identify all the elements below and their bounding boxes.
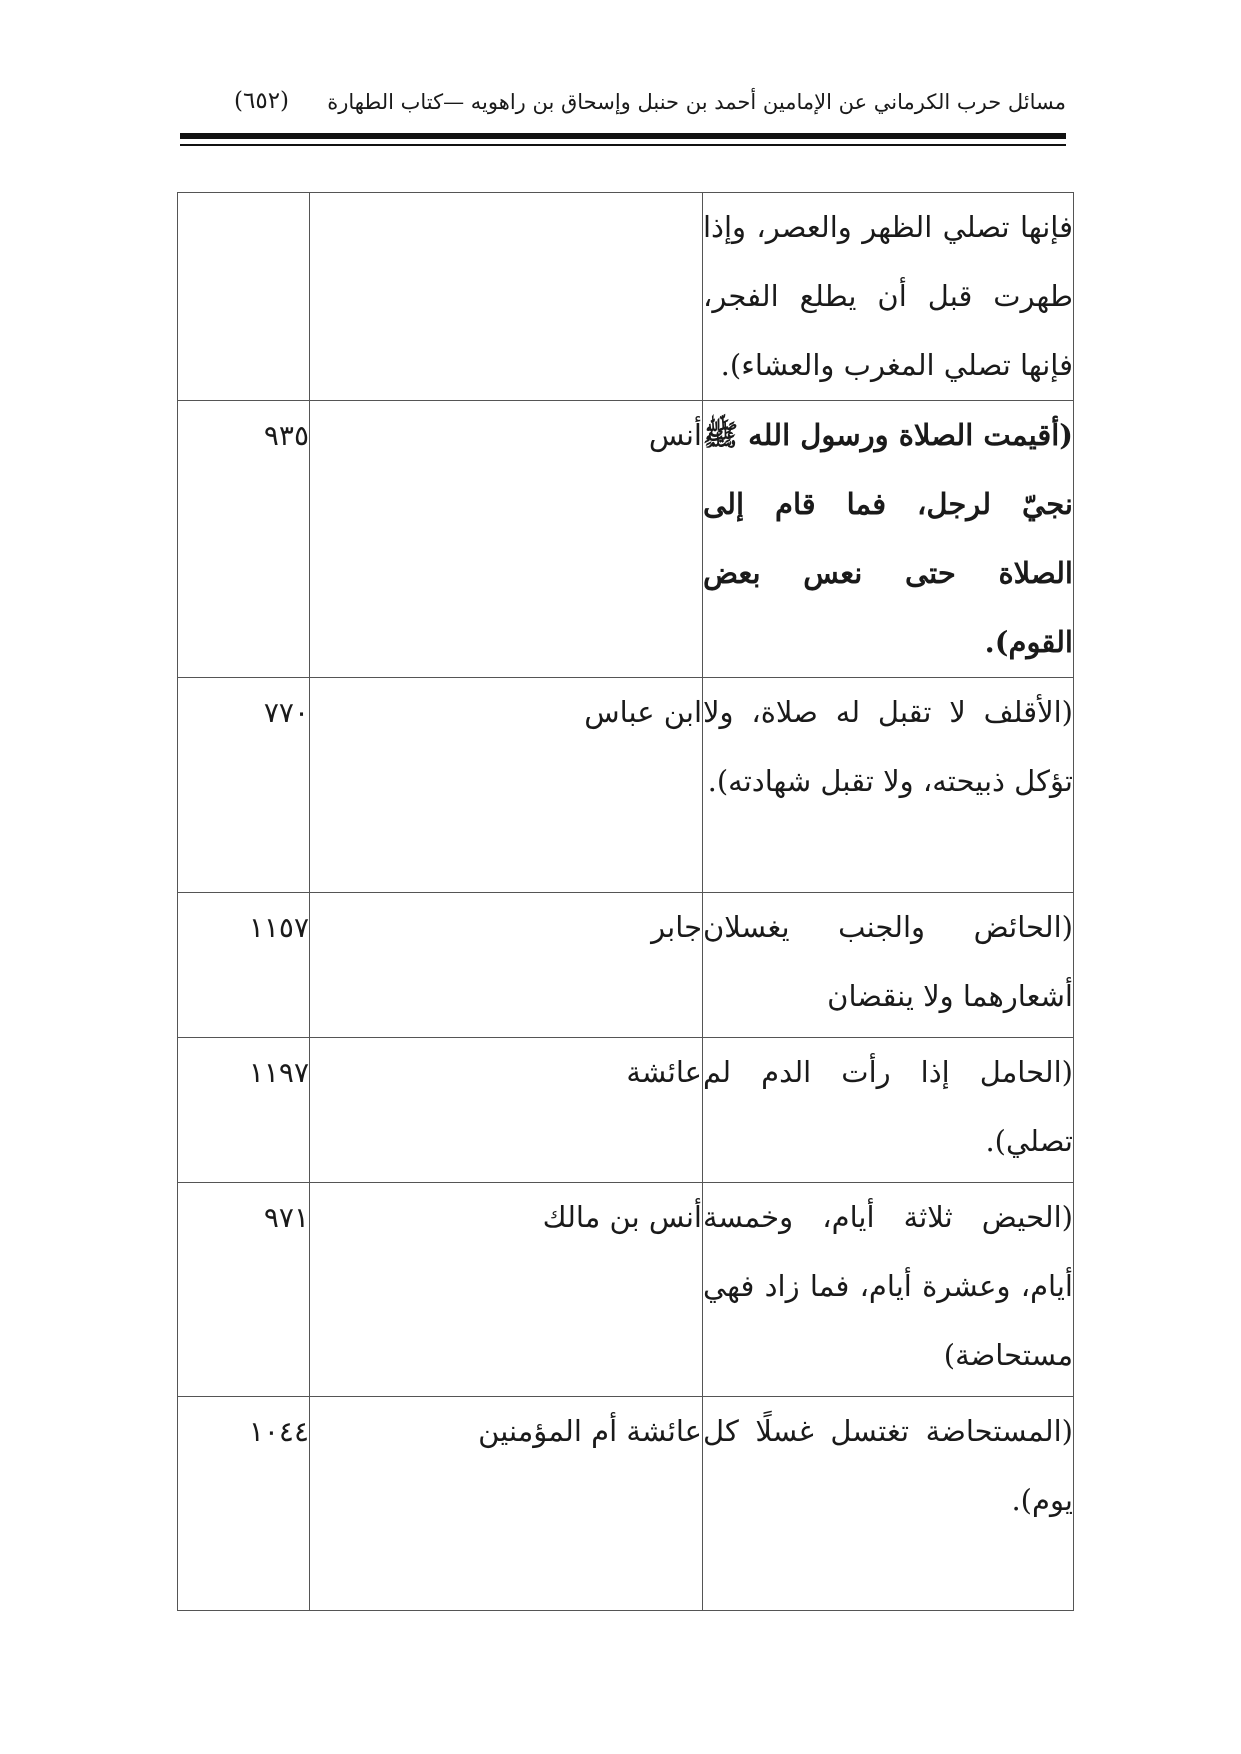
table-row: [178, 1183, 1074, 1397]
narrator: عائشة أم المؤمنين: [310, 1397, 703, 1611]
narrator: عائشة: [310, 1038, 703, 1183]
hadith-text: (الحيض ثلاثة أيام، وخمسة أيام، وعشرة أيام، فما زاد فهي مستحاضة): [703, 1183, 1074, 1397]
table-row: [178, 1397, 1074, 1611]
narrator: أنس بن مالك: [310, 1183, 703, 1397]
hadith-text: (المستحاضة تغتسل غسلًا كل يوم).: [703, 1397, 1074, 1611]
narrator: [310, 193, 703, 401]
table-row: [178, 401, 1074, 678]
page-number: (٦٥٢): [234, 88, 290, 114]
hadith-number: ١١٩٧: [178, 1038, 310, 1183]
hadith-number: ١٠٤٤: [178, 1397, 310, 1611]
page-header: [180, 82, 1066, 132]
table-row: [178, 1038, 1074, 1183]
hadith-text: (الأقلف لا تقبل له صلاة، ولا تؤكل ذبيحته، ولا تقبل شهادته).: [703, 678, 1074, 893]
hadith-number: ١١٥٧: [178, 893, 310, 1038]
hadith-number: ٧٧٠: [178, 678, 310, 893]
table-row: [178, 893, 1074, 1038]
hadith-number: [178, 193, 310, 401]
table-row: [178, 193, 1074, 401]
table-row: [178, 678, 1074, 893]
hadith-index-table: [177, 192, 1074, 1611]
narrator: أنس: [310, 401, 703, 678]
hadith-number: ٩٧١: [178, 1183, 310, 1397]
header-rule-thin: [180, 144, 1066, 146]
hadith-text: (الحائض والجنب يغسلان أشعارهما ولا ينقضان: [703, 893, 1074, 1038]
hadith-text: (الحامل إذا رأت الدم لم تصلي).: [703, 1038, 1074, 1183]
hadith-text: فإنها تصلي الظهر والعصر، وإذا طهرت قبل أن يطلع الفجر، فإنها تصلي المغرب والعشاء).: [703, 193, 1074, 401]
narrator: جابر: [310, 893, 703, 1038]
narrator: ابن عباس: [310, 678, 703, 893]
header-rule-thick: [180, 133, 1066, 139]
hadith-text: (أقيمت الصلاة ورسول الله ﷺ نجيّ لرجل، فما قام إلى الصلاة حتى نعس بعض القوم).: [703, 401, 1074, 678]
running-title: مسائل حرب الكرماني عن الإمامين أحمد بن حنبل وإسحاق بن راهويه —كتاب الطهارة: [327, 90, 1066, 114]
hadith-number: ٩٣٥: [178, 401, 310, 678]
